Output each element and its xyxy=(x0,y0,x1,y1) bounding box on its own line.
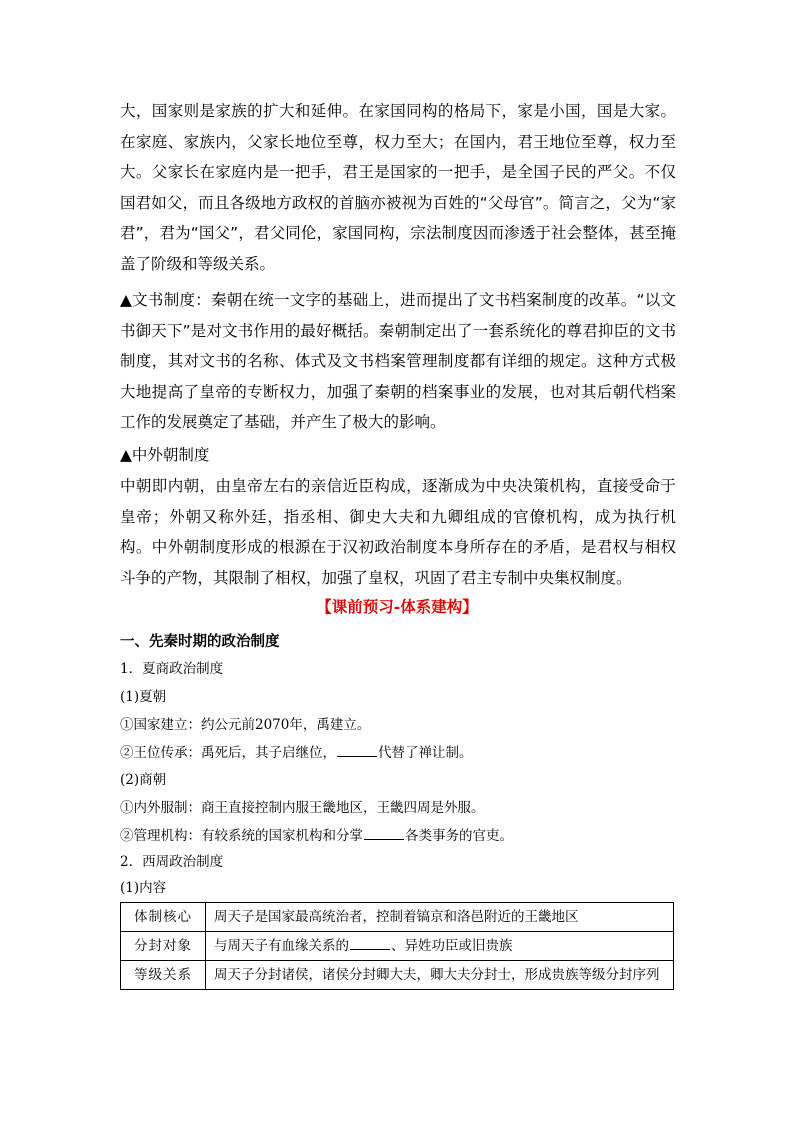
fill-blank[interactable] xyxy=(364,827,404,840)
xia-item-2 xyxy=(120,743,676,763)
paragraph-family-state: 大，国家则是家族的扩大和延伸。在家国同构的格局下，家是小国，国是大家。在家庭、家族内，父家长地位至尊，权力至大；在国内，君王地位至尊，权力至大。父家长在家庭内是一把手，君王是国家的一把手，是全国子民的严父。不仅国君如父，而且各级地方政权的首脑亦被视为百姓的“父母官”。简言之，父为“家君”，君为“国父”，君父同伦，家国同构，宗法制度因而渗透于社会整体，甚至掩盖了阶级和等级关系。 xyxy=(120,102,676,273)
subheading-xia-shang: 1．夏商政治制度 xyxy=(120,661,224,677)
table-value-text-a: 与周天子有血缘关系的 xyxy=(214,938,349,954)
paragraph-document-system: ▲文书制度：秦朝在统一文字的基础上，进而提出了文书档案制度的改革。“以文书御天下”是对文书作用的最好概括。秦朝制定出了一套系统化的尊君抑臣的文书制度，其对文书的名称、体式及文书档案管理制度都有详细的规定。这种方式极大地提高了皇帝的专断权力，加强了秦朝的档案事业的发展，也对其后朝代档案工作的发展奠定了基础，并产生了极大的影响。 xyxy=(120,291,676,431)
subheading-xia: (1)夏朝 xyxy=(120,689,167,705)
section-heading: 一、先秦时期的政治制度 xyxy=(120,633,280,650)
shang-item-2-text-a: ②管理机构：有较系统的国家机构和分掌 xyxy=(120,828,363,844)
table-row xyxy=(121,903,674,932)
table-value xyxy=(206,932,674,961)
subheading-content: (1)内容 xyxy=(120,880,167,896)
subheading-shang: (2)商朝 xyxy=(120,772,167,788)
shang-item-1: ①内外服制：商王直接控制内服王畿地区，王畿四周是外服。 xyxy=(120,800,485,816)
xia-item-2-text-a: ②王位传承：禹死后，其子启继位， xyxy=(120,745,336,761)
shang-item-2 xyxy=(120,826,676,846)
fill-blank[interactable] xyxy=(350,937,390,950)
table-row xyxy=(121,961,674,990)
xia-item-2-text-b: 代替了禅让制。 xyxy=(378,745,473,761)
xia-item-1: ①国家建立：约公元前2070年，禹建立。 xyxy=(120,717,371,733)
western-zhou-table xyxy=(120,902,674,990)
heading-zhongwai: ▲中外朝制度 xyxy=(120,446,210,464)
shang-item-2-text-b: 各类事务的官吏。 xyxy=(405,828,513,844)
table-value: 周天子分封诸侯，诸侯分封卿大夫，卿大夫分封士，形成贵族等级分封序列 xyxy=(206,961,674,990)
table-value-text-b: 、异姓功臣或旧贵族 xyxy=(391,938,513,954)
section-banner: 【课前预习-体系建构】 xyxy=(316,597,478,616)
subheading-western-zhou: 2．西周政治制度 xyxy=(120,854,224,870)
table-value: 周天子是国家最高统治者，控制着镐京和洛邑附近的王畿地区 xyxy=(206,903,674,932)
fill-blank[interactable] xyxy=(337,744,377,757)
table-key: 分封对象 xyxy=(121,932,206,961)
paragraph-zhongwai: 中朝即内朝，由皇帝左右的亲信近臣构成，逐渐成为中央决策机构，直接受命于皇帝；外朝又称外廷，指丞相、御史大夫和九卿组成的官僚机构，成为执行机构。中外朝制度形成的根源在于汉初政治制度本身所存在的矛盾，是君权与相权斗争的产物，其限制了相权，加强了皇权，巩固了君主专制中央集权制度。 xyxy=(120,477,676,587)
table-row xyxy=(121,932,674,961)
table-key: 体制核心 xyxy=(121,903,206,932)
table-key: 等级关系 xyxy=(121,961,206,990)
